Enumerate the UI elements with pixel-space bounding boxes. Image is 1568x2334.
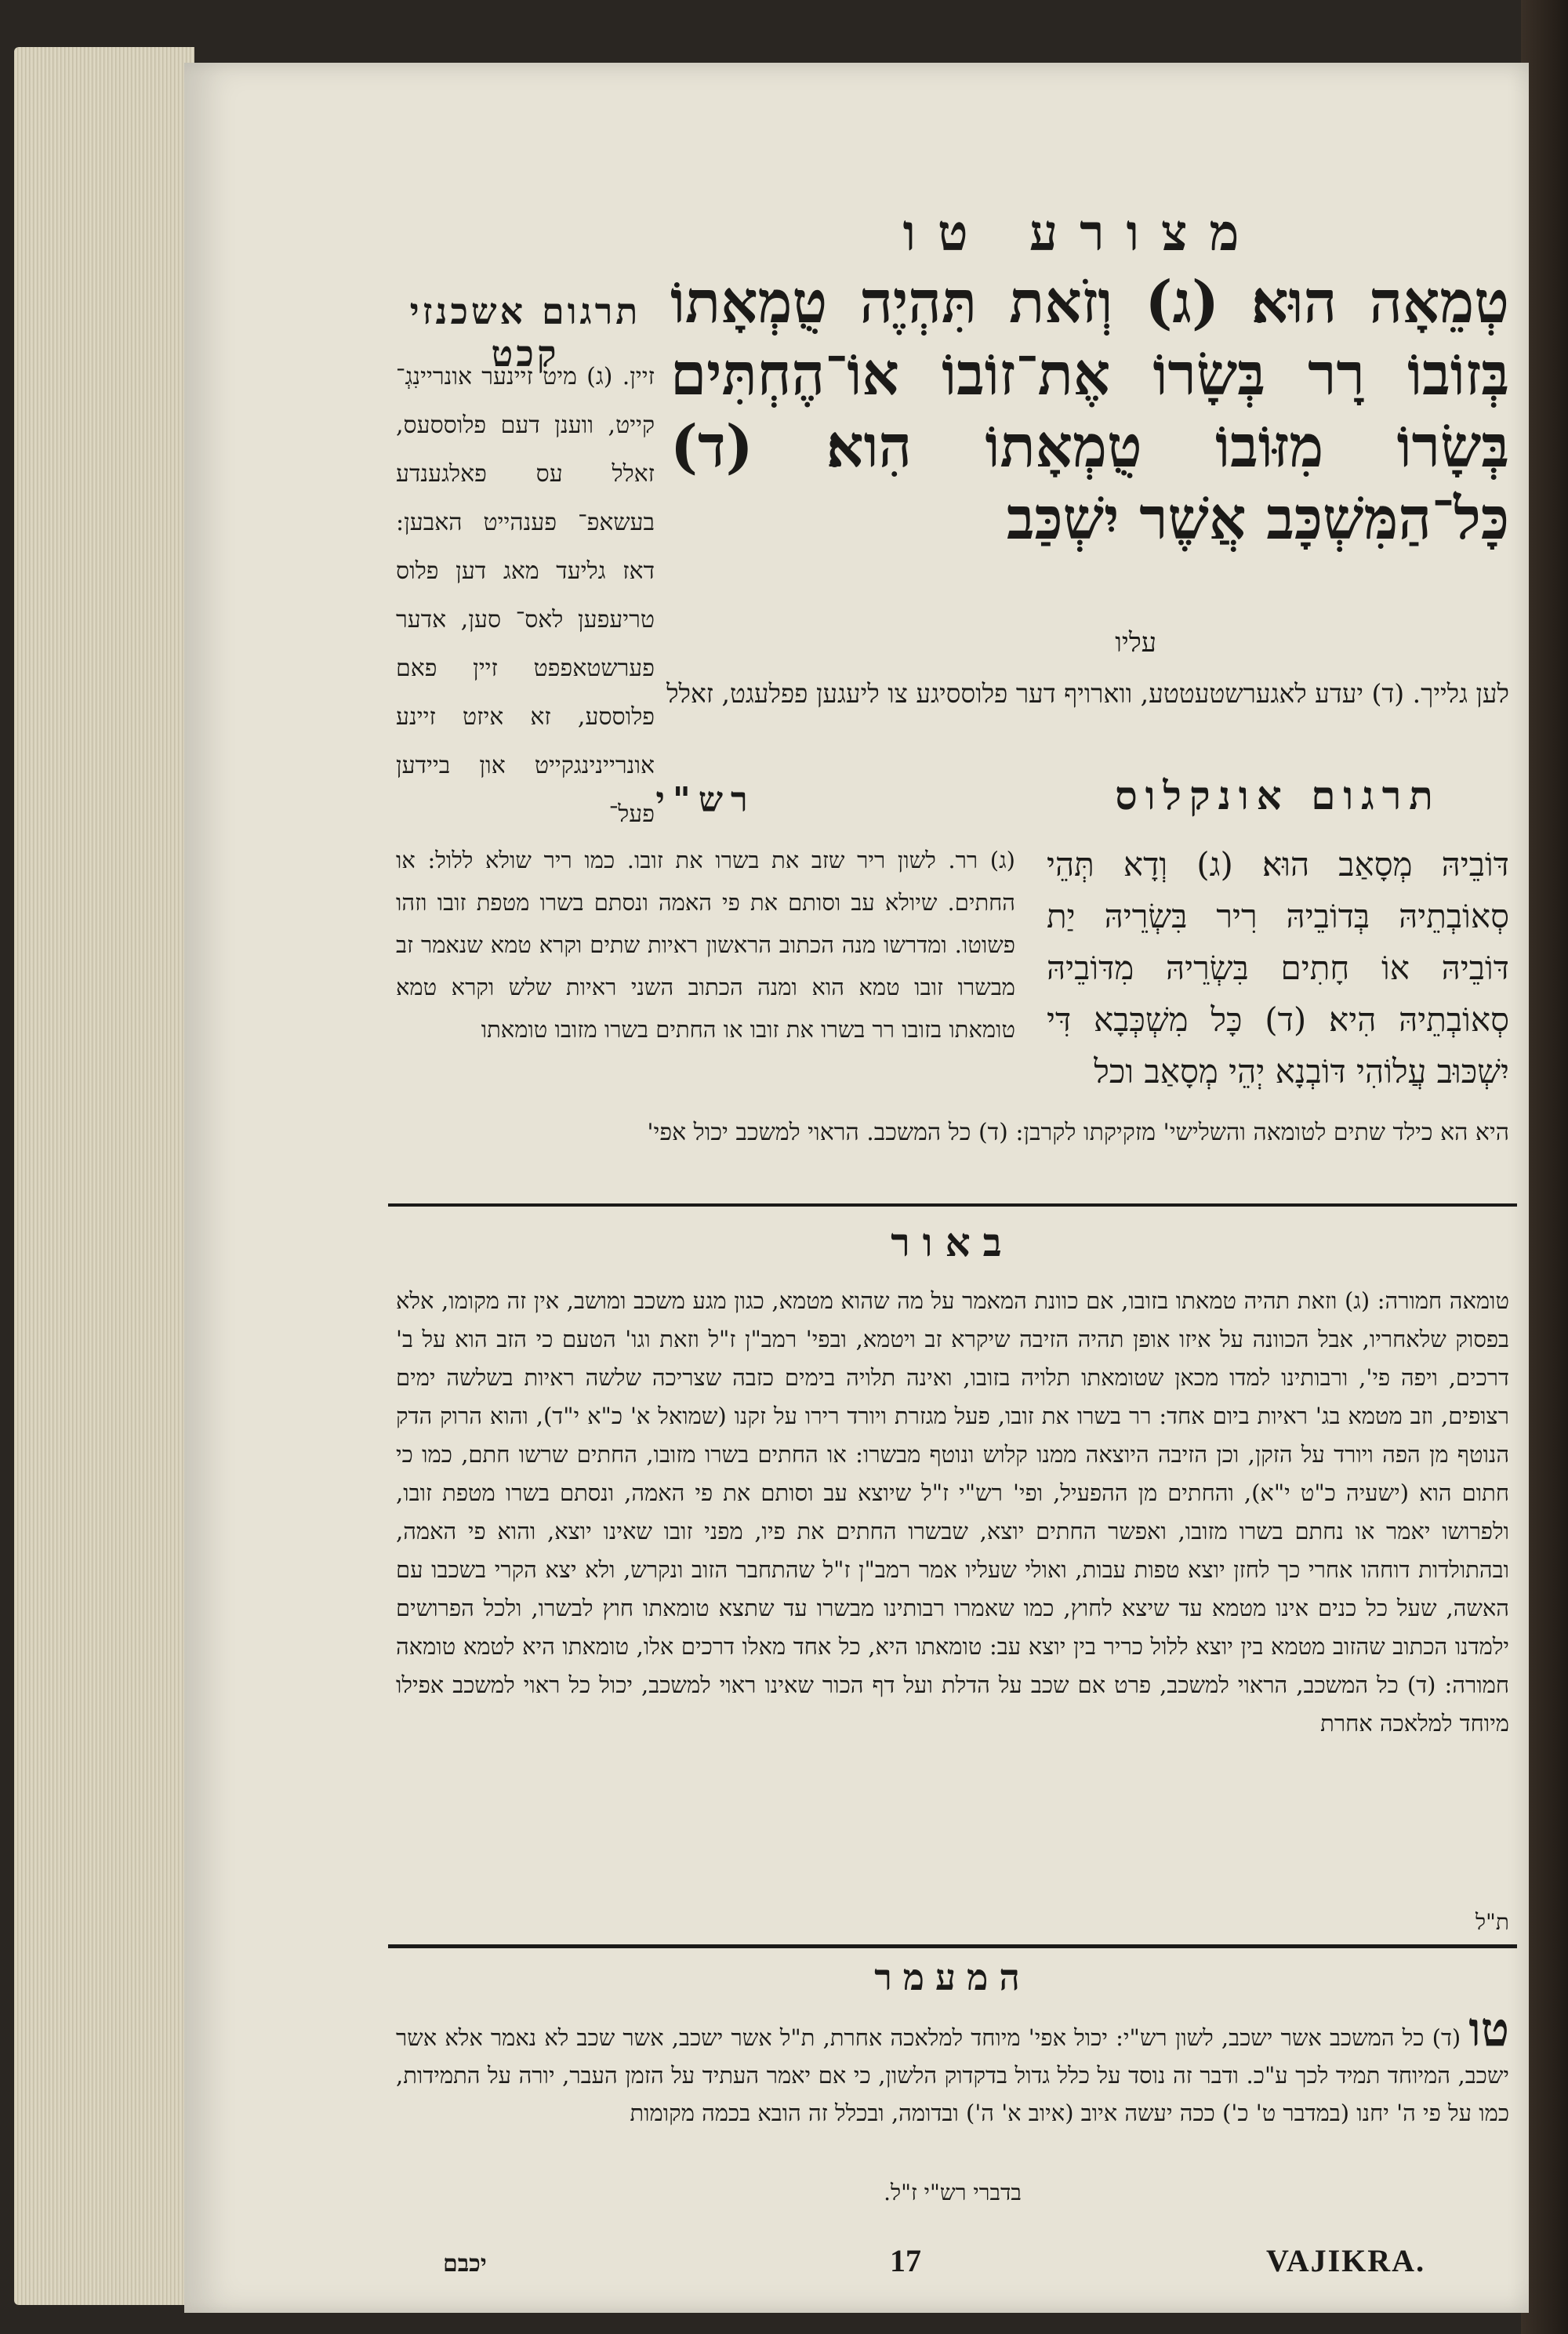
hameamar-title: המעמר — [874, 1956, 1031, 1998]
ashkenazi-translation-text: זיין. (ג) מיט זיינער אונריינִגְ־ קייט, ווענן דעם פלוססעס, זאלל עס פאלגענדע בעשאפ־ פענהייט האבען: דאז גליעד מאג דען פלוס טריעפען לאס־ סען, אדער פערשטאפפט זיין פאם פלוססע, זא איזט זיינע אונריינינגקייט און ביידען פעל־ — [396, 363, 655, 828]
hameamar-body — [396, 2002, 1510, 2132]
footer-signature: יכבם — [443, 2250, 487, 2278]
rashi-title: רש"י — [655, 780, 756, 820]
chapter-marker: טו — [1468, 2002, 1510, 2057]
onkelos-title: תרגום אונקלוס — [1115, 772, 1441, 819]
book-page-edges — [14, 47, 194, 2305]
hameamar-text: (ד) כל המשכב אשר ישכב, לשון רש"י: יכול אפי' מיוחד למלאכה אחרת, ת"ל אשר ישכב, אשר שכב לא נאמר אלא אשר ישכב, המיוחד תמיד לכך ע"כ. ודבר זה נוסד על כלל גדול בדקדוק הלשון, כי אם יאמר העתיד על הזמן העבר, יורה על התמידות, כמו על פי ה' יחנו (במדבר ט' כ') ככה יעשה איוב (איוב א' ה') ובדומה, ובכלל זה הובא בכמה מקומות — [396, 2024, 1509, 2126]
book-page — [184, 63, 1529, 2313]
ashkenazi-translation-continuation: לען גלייך. (ד) יעדע לאגערשטעטטע, ווארויף דער פלוססיגע צו ליעגען פפלעגט, זאלל — [666, 678, 1509, 709]
biur-text: טומאה חמורה: (ג) וזאת תהיה טמאתו בזובו, אם כוונת המאמר על מה שהוא מטמא, כגון מגע משכב ומושב, אין זה מקומו, אלא בפסוק שלאחריו, אבל הכוונה על איזו אופן תהיה הזיבה שיקרא זב ויטמא, ובפי' רמב"ן ז"ל וזאת וגו' הטעם כי הזב הוא על ב' דרכים, ויפה פי', ורבותינו למדו מכאן שטומאתו תלויה בזובו, ואינה תלויה בימים כזבה שצריכה שלשה ראיות בשלשה ימים רצופים, וזב מטמא בג' ראיות ביום אחד: רר בשרו את זובו, פעל מגזרת ויורד רירו על זקנו (שמואל א' כ"א י"ד), והוא הרוק הדק הנוטף מן הפה ויורד על הזקן, וכן הזיבה היוצאה ממנו קלוש ונוטף מבשרו: או החתים בשרו מזובו, החתים שרשו חתם, כמו כי חתום הוא (ישעיה כ"ט י"א), והחתים מן ההפעיל, ופי' רש"י ז"ל שיוצא עב וסותם את פי האמה, ונסתם בשרו מטפת זובו, ולפרושו יאמר או נחתם בשרו מזובו, ואפשר החתים יוצא, שבשרו החתים את פיו, מפני זובו שאינו יוצא, והוא פי האמה, ובהתולדות דוחהו אחרי כך לחזן יוצא טפות עבות, ואולי שעליו אמר רמב"ן ז"ל שהתחבר הזוב ונקרש, ולא יצא הקרי בשכבו עם האשה, שעל כל כנים אינו מטמא עד שיצא לחוץ, כמו שאמרו רבותינו מבשרו עד שתצא טומאתו חוץ לבשרו, ולכל הפרושים ילמדנו הכתוב שהזוב מטמא בין יוצא ללול כריר בין יוצא עב: טומאתו היא, כל אחד מאלו דרכים אלו, טומאתו היא לטמא טומאה חמורה: (ד) כל המשכב, הראוי למשכב, פרט אם שכב על הדלת ועל דף הכור שאינו ראוי למשכב, יכול כל ראוי למשכב אפילו מיוחד למלאכה אחרת — [396, 1287, 1509, 1737]
rashi-continuation: היא הא כילד שתים לטומאה והשלישי' מזקיקתו לקרבן: (ד) כל המשכב. הראוי למשכב יכול אפי' — [647, 1119, 1509, 1146]
ashkenazi-translation-title: תרגום אשכנזי קכט — [409, 290, 641, 375]
running-title: VAJIKRA. — [1266, 2243, 1426, 2278]
hameamar-ending: בדברי רש"י ז"ל. — [884, 2180, 1022, 2205]
biur-catchword: ת"ל — [1475, 1909, 1509, 1935]
parsha-heading: מצורע טו — [902, 204, 1261, 263]
page-number: 17 — [890, 2243, 921, 2278]
rashi-text: (ג) רר. לשון ריר שזב את בשרו את זובו. כמו ריר שולא ללול: או החתים. שיולא עב וסותם את פי האמה ונסתם בשרו מטפת זובו וזהו פשוטו. ומדרשו מנה הכתוב הראשון ראיות שתים וקרא טמא שנאמר זב מבשרו זובו טמא הוא ומנה הכתוב השני ראיות שלש וקרא טמא טומאתו בזובו רר בשרו את זובו או החתים בשרו מזובו טומאתו — [396, 847, 1015, 1043]
verse-catchword: עליו — [1115, 627, 1156, 659]
section-divider — [388, 1944, 1517, 1948]
torah-verse-text: טְמֵאָה הוּא׃ (ג) וְזֹאת תִּהְיֶה טֻמְאָתוֹ בְּזוֹבוֹ רָר בְּשָׂרוֹ אֶת־זוֹבוֹ אוֹ־הֶחְתִּים בְּשָׂרוֹ מִזּוֹבוֹ טֻמְאָתוֹ הִוא׃ (ד) כָּל־הַמִּשְׁכָּב אֲשֶׁר יִשְׁכַּב — [670, 269, 1509, 553]
onkelos-text: דּוֹבֵיהּ מְסָאַב הוּא׃ (ג) וְדָא תְּהֵי סְאוֹבְתֵיהּ בְּדוֹבֵיהּ רִיר בִּשְׂרֵיהּ יַת דּוֹבֵיהּ אוֹ חָתִים בִּשְׂרֵיהּ מִדּוֹבֵיהּ סְאוֹבְתֵיהּ הִיא׃ (ד) כָּל מִשְׁכְּבָא דִּי יִשְׁכּוּב עֲלוֹהִי דּוֹבְנָא יְהֵי מְסָאַב וכל — [1047, 845, 1509, 1091]
section-divider — [388, 1203, 1517, 1207]
biur-title: באור — [891, 1219, 1014, 1265]
